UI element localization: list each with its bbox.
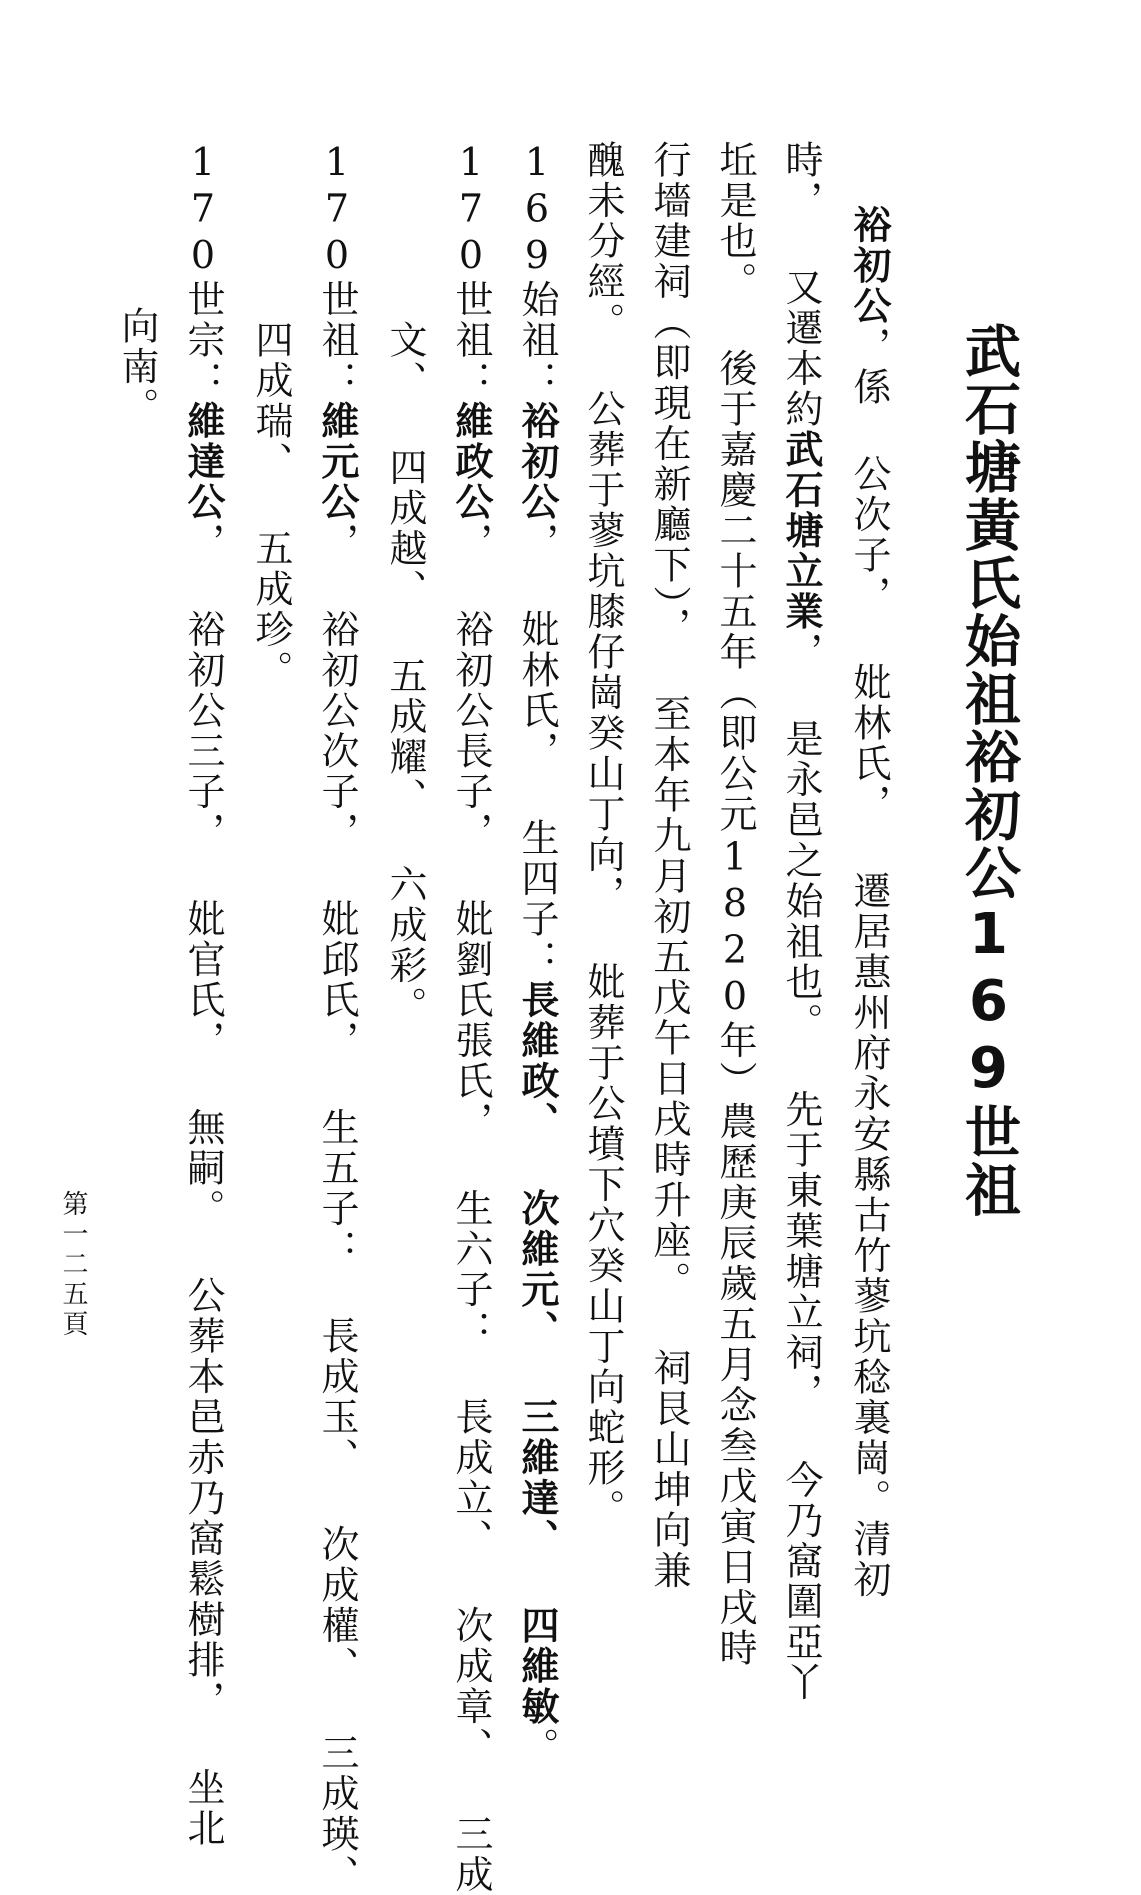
text-segment: 坵是也。 後于嘉慶二十五年（即公元1820年）農歷庚辰歲五月念叁戊寅日戌時 bbox=[713, 140, 757, 1669]
name-weida: 維達公 bbox=[181, 401, 225, 523]
text-segment: ， 裕初公長子， 妣劉氏張氏， 生六子： 長成立、 次成章、 三成 bbox=[449, 523, 493, 1895]
name-yuchu: 裕初公 bbox=[515, 401, 559, 523]
text-segment: 四成瑞、 五成珍。 bbox=[249, 320, 293, 691]
text-column-11 bbox=[184, 140, 222, 1849]
text-column-5 bbox=[584, 140, 622, 1529]
text-column-10 bbox=[252, 320, 290, 691]
generation-label: 169始祖： bbox=[515, 140, 559, 401]
text-column-9 bbox=[318, 140, 356, 1895]
text-segment: 醜未分經。 公葬于蓼坑膝仔崗癸山丁向， 妣葬于公墳下穴癸山丁向蛇形。 bbox=[581, 140, 625, 1529]
place-name: 武石塘立業 bbox=[779, 430, 823, 633]
text-segment: ， 是永邑之始祖也。 先于東葉塘立祠， 今乃窩圍亞丫 bbox=[779, 632, 823, 1703]
name-weiyuan: 維元公 bbox=[315, 401, 359, 523]
generation-label: 170世祖： bbox=[449, 140, 493, 401]
text-segment: ， 裕初公三子， 妣官氏， 無嗣。 公葬本邑赤乃窩鬆樹排， 坐北 bbox=[181, 523, 225, 1849]
text-column-1 bbox=[850, 205, 888, 1600]
text-segment: ，係 公次子， 妣林氏， 遷居惠州府永安縣古竹蓼坑稔裏崗。清初 bbox=[847, 327, 891, 1601]
text-column-7 bbox=[452, 140, 490, 1895]
text-segment: ， 裕初公次子， 妣邱氏， 生五子： 長成玉、 次成權、 三成瑛、 bbox=[315, 523, 359, 1895]
text-segment: 時， 又遷本約 bbox=[779, 140, 823, 430]
generation-label: 170世祖： bbox=[315, 140, 359, 401]
text-segment: 文、 四成越、 五成耀、 六成彩。 bbox=[383, 320, 427, 1027]
text-segment: 行墻建祠（即現在新廳下）， 至本年九月初五戊午日戌時升座。 祠艮山坤向兼 bbox=[647, 140, 691, 1591]
text-column-3 bbox=[716, 140, 754, 1669]
page-number: 第一二五頁 bbox=[60, 1190, 86, 1340]
text-segment: 。 bbox=[515, 1727, 559, 1768]
text-column-6 bbox=[518, 140, 556, 1768]
page-title: 武石塘黃氏始祖裕初公169世祖 bbox=[960, 322, 1016, 1219]
text-column-4 bbox=[650, 140, 688, 1591]
text-column-8 bbox=[386, 320, 424, 1027]
generation-label: 170世宗： bbox=[181, 140, 225, 401]
text-segment: 向南。 bbox=[115, 306, 159, 428]
sons-list: 長維政、 次維元、 三維達、 四維敏 bbox=[515, 980, 559, 1727]
text-column-2 bbox=[782, 140, 820, 1703]
text-segment: ， 妣林氏， 生四子： bbox=[515, 523, 559, 981]
name-yuchu: 裕初公 bbox=[847, 205, 891, 327]
text-column-12 bbox=[118, 306, 156, 428]
name-weizheng: 維政公 bbox=[449, 401, 493, 523]
